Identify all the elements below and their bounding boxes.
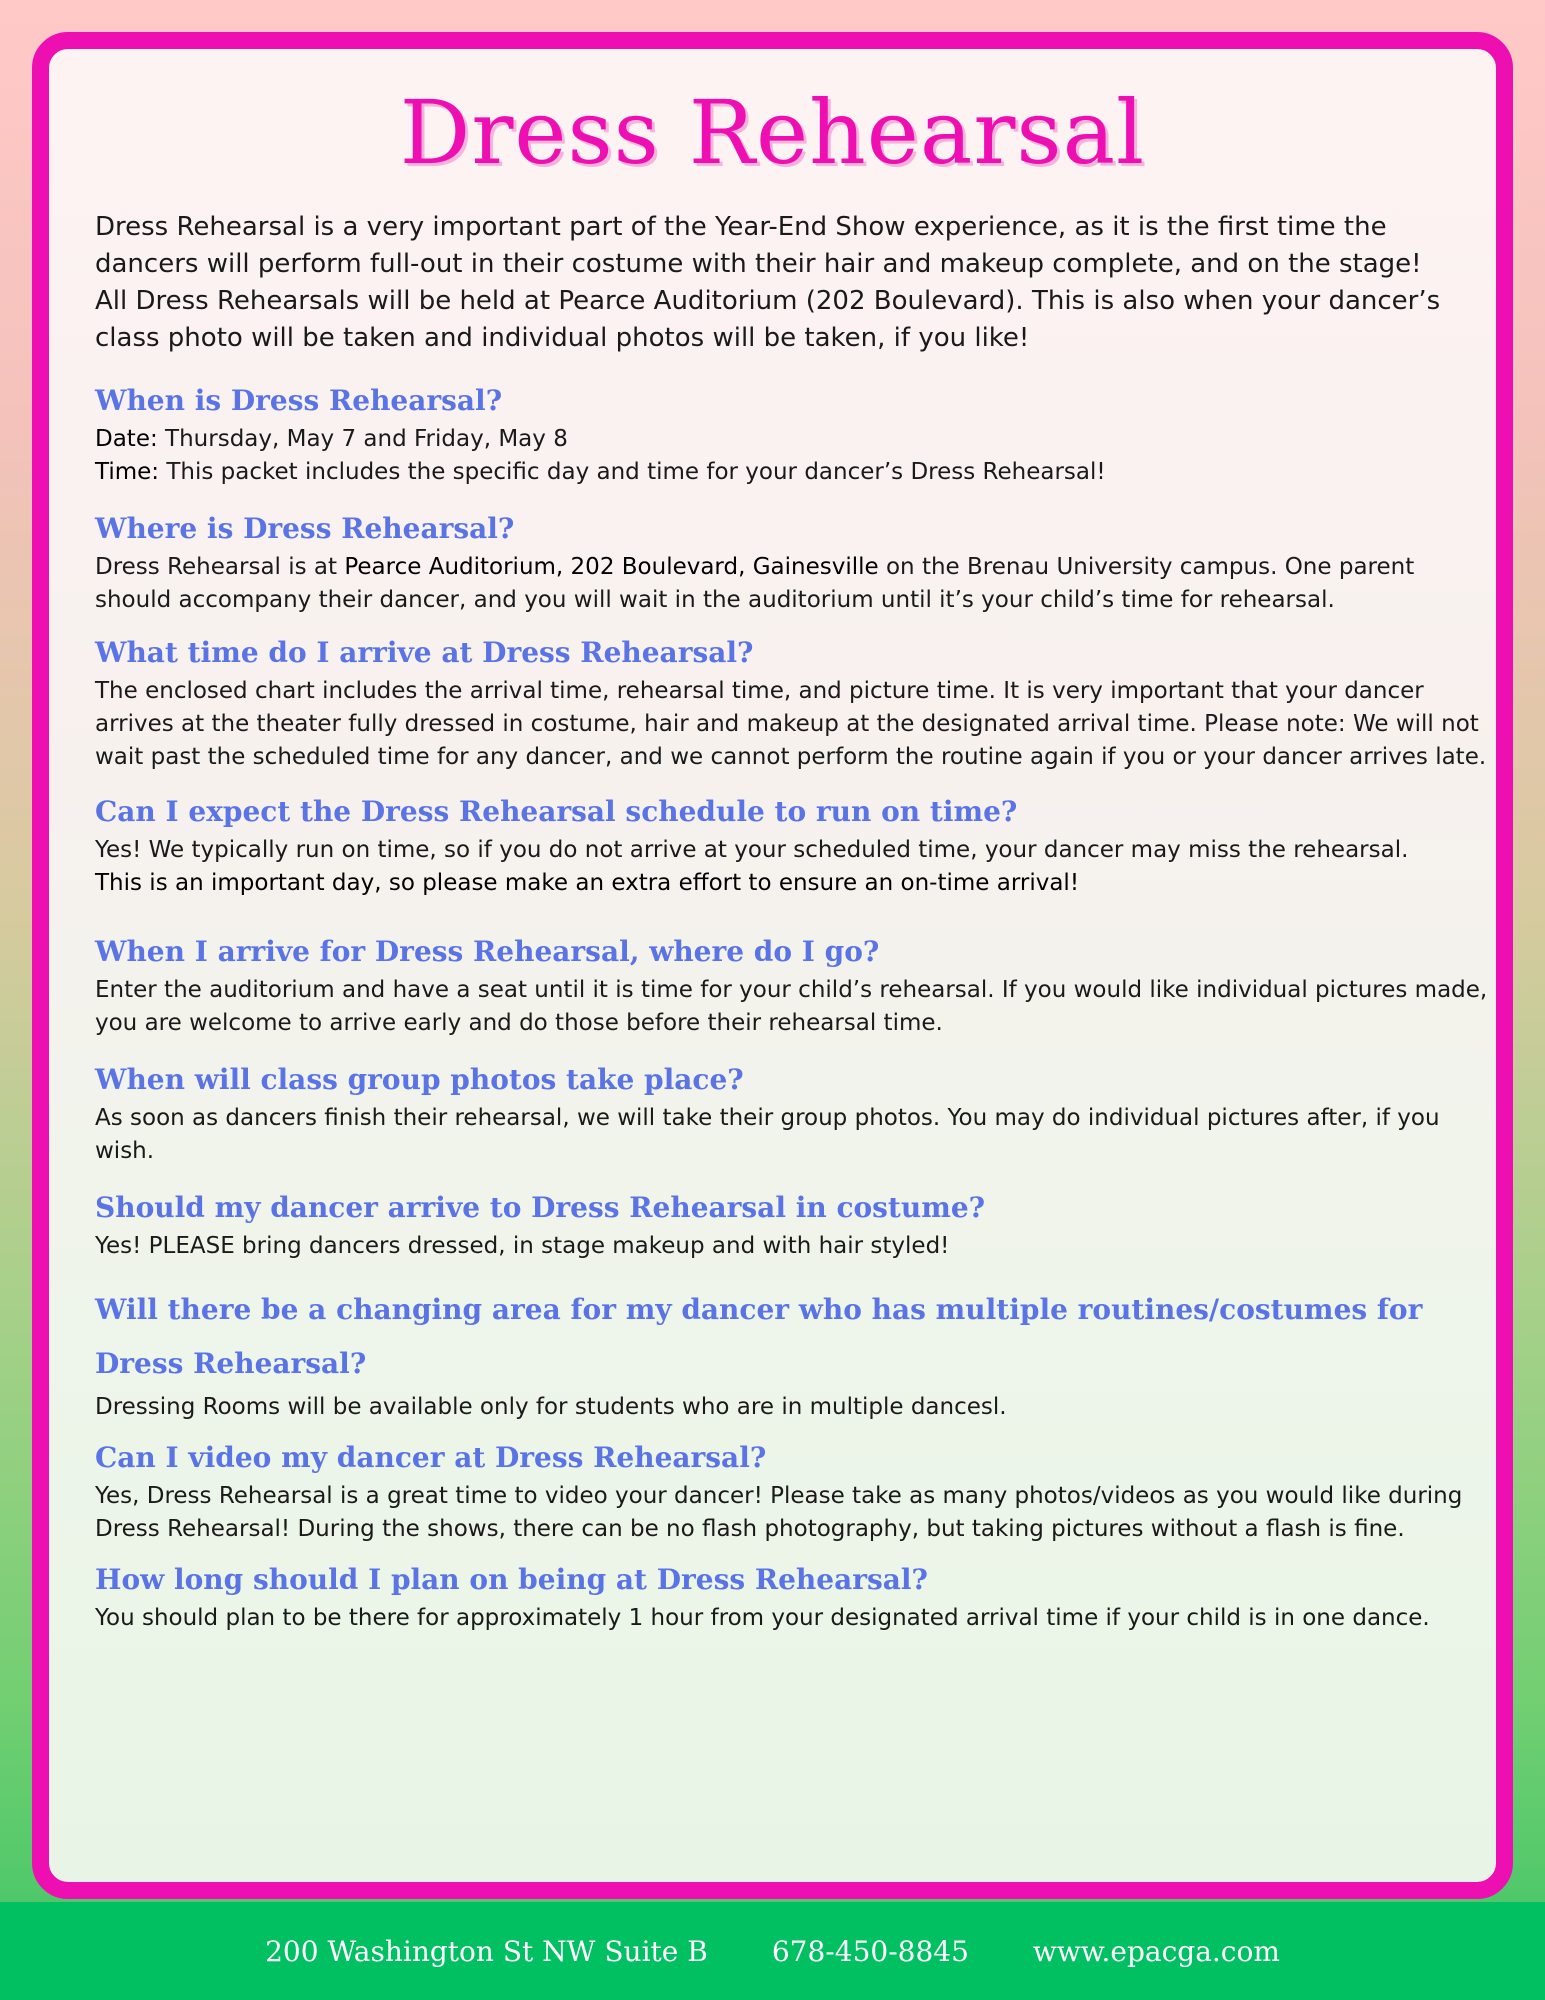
faq-when [95,379,1496,489]
footer-address: 200 Washington St NW Suite B [265,1934,708,1968]
faq-video [95,1436,1496,1546]
answer-text: Dress Rehearsal is at [95,554,345,580]
faq-group-photos [95,1058,1496,1168]
faq-question: What time do I arrive at Dress Rehearsal? [95,636,754,669]
faq-answer: Yes, Dress Rehearsal is a great time to video your dancer! Please take as many photos/videos as you would like during Dress Rehearsal! During the shows, there can be no flash photography, but taking pictures without a flash is fine. [95,1483,1463,1542]
faq-answer: The enclosed chart includes the arrival time, rehearsal time, and picture time. It is very important that your dancer arrives at the theater fully dressed in costume, hair and makeup at the designated arrival time. Please note: We will not wait past the scheduled time for any dancer, and we cannot perform the routine again if you or your dancer arrives late. [95,678,1487,770]
faq-costume [95,1186,1496,1263]
time-label: Time: [95,459,160,485]
faq-how-long [95,1558,1496,1635]
date-label: Date: [95,426,158,452]
faq-question: Where is Dress Rehearsal? [95,512,515,545]
faq-answer [95,551,1488,617]
footer-website[interactable]: www.epacga.com [1032,1934,1280,1968]
faq-question: How long should I plan on being at Dress Rehearsal? [95,1563,928,1596]
faq-question: When will class group photos take place? [95,1063,744,1096]
faq-arrival-time [95,631,1496,774]
faq-where-go [95,930,1496,1040]
faq-answer: As soon as dancers finish their rehearsal, we will take their group photos. You may do individual pictures after, if you wish. [95,1105,1440,1164]
faq-question: Will there be a changing area for my dancer who has multiple routines/costumes for Dress Rehearsal? [95,1293,1423,1380]
answer-text: Yes! We typically run on time, so if you do not arrive at your scheduled time, your dancer may miss the rehearsal. [95,837,1409,863]
answer-emphasis: This is an important day, so please make an extra effort to ensure an on-time arrival! [95,870,1080,896]
faq-question: When I arrive for Dress Rehearsal, where do I go? [95,935,880,968]
faq-answer [95,423,1488,489]
answer-text: on the Brenau University campus. One parent should accompany their dancer, and you will wait in the auditorium until it’s your child’s time for rehearsal. [95,554,1415,613]
faq-question: Should my dancer arrive to Dress Rehearsal in costume? [95,1191,986,1224]
faq-where [95,507,1496,617]
faq-answer: You should plan to be there for approximately 1 hour from your designated arrival time if your child is in one dance. [95,1605,1430,1631]
date-value: Thursday, May 7 and Friday, May 8 [157,426,568,452]
faq-answer [95,834,1488,900]
faq-question: When is Dress Rehearsal? [95,384,503,417]
footer-bar [0,1902,1545,2000]
footer-phone[interactable]: 678-450-8845 [771,1934,969,1968]
faq-changing-area [95,1283,1496,1424]
time-value: This packet includes the specific day and time for your dancer’s Dress Rehearsal! [159,459,1106,485]
faq-answer: Enter the auditorium and have a seat until it is time for your child’s rehearsal. If you would like individual pictures made, you are welcome to arrive early and do those before their rehearsal time. [95,977,1488,1036]
faq-question: Can I video my dancer at Dress Rehearsal? [95,1441,767,1474]
faq-answer: Yes! PLEASE bring dancers dressed, in stage makeup and with hair styled! [95,1233,950,1259]
faq-question: Can I expect the Dress Rehearsal schedule to run on time? [95,795,1018,828]
page-title: Dress Rehearsal [399,81,1146,184]
content-card [32,32,1513,1899]
intro-paragraph: Dress Rehearsal is a very important part of the Year-End Show experience, as it is the first time the dancers will perform full-out in their costume with their hair and makeup complete, and on the stage! All Dress Rehearsals will be held at Pearce Auditorium (202 Boulevard). This is also when your dancer’s class photo will be taken and individual photos will be taken, if you like! [95,212,1441,353]
faq-answer: Dressing Rooms will be available only for students who are in multiple dancesl. [95,1394,1007,1420]
faq-on-time [95,790,1496,900]
venue-name: Pearce Auditorium, 202 Boulevard, Gainesville [344,554,879,580]
